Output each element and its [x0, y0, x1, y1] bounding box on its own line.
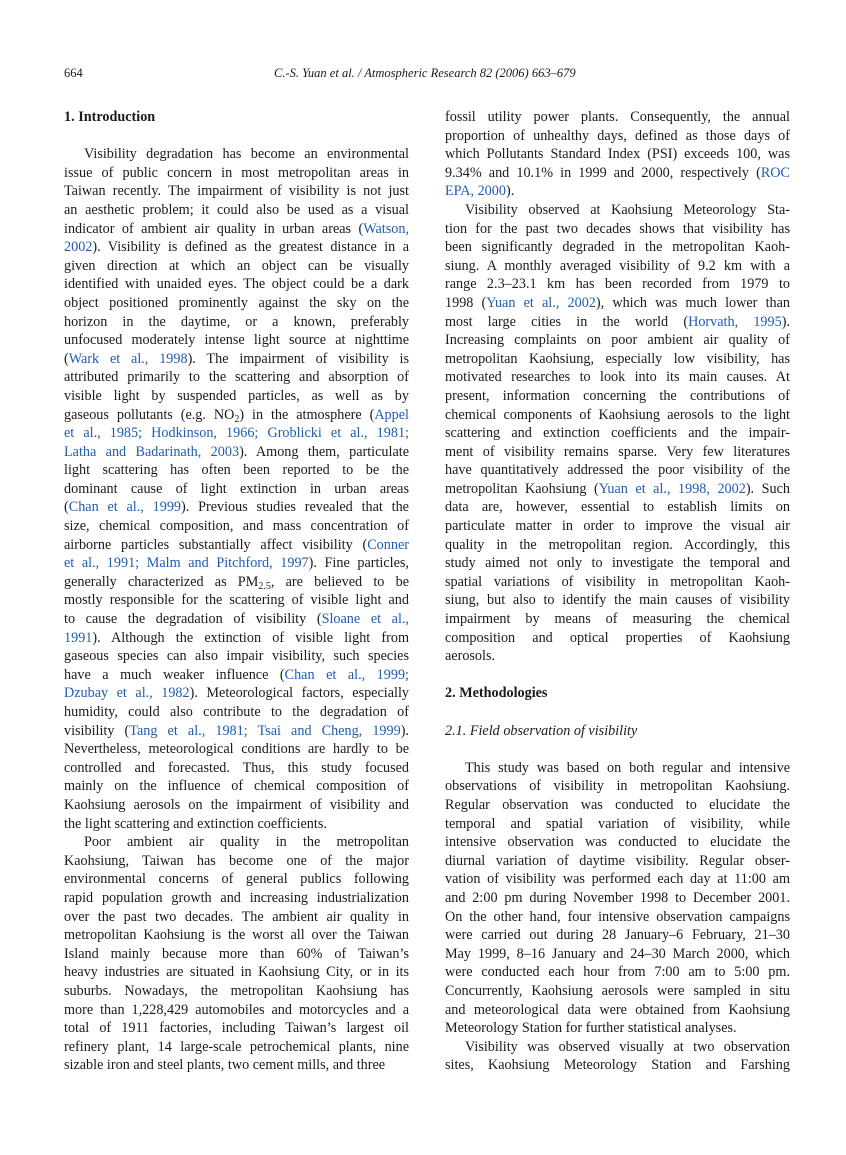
text-run: metropolitan Kaohsiung, especially low visibility, has [445, 350, 790, 367]
text-run: dominant cause of light extinction in urban areas [64, 480, 409, 497]
text-line [445, 1038, 790, 1057]
text-run: ). Meteorological factors, especially [189, 685, 409, 702]
text-line [64, 740, 409, 759]
text-run: present, information concerning the contributions of [445, 387, 790, 404]
text-run: ). Such [745, 480, 790, 497]
text-run: Island mainly because more than 60% of Taiwan’s [64, 945, 409, 962]
left-paragraphs [64, 145, 409, 1075]
text-run: intensive observation was conducted to elucidate the [445, 834, 790, 851]
text-run: ). [781, 313, 790, 330]
text-line [64, 182, 409, 201]
text-run: have a much weaker influence ( [64, 666, 285, 683]
citation-link[interactable]: 1991 [64, 629, 93, 646]
text-run: motivated researches to look into its main causes. At [445, 369, 790, 386]
text-line [445, 759, 790, 778]
text-line [64, 666, 409, 685]
text-run: On the other hand, four intensive observation campaigns [445, 908, 790, 925]
text-run: mostly responsible for the scattering of visible light and [64, 592, 409, 609]
text-run: suburbs. Nowadays, the metropolitan Kaohsiung has [64, 982, 409, 999]
text-run: were conducted each hour from 7:00 am to 5:00 pm. [445, 964, 790, 981]
text-run: indicator of ambient air quality in urban areas ( [64, 220, 364, 237]
text-run: Nevertheless, meteorological conditions are hardly to be [64, 741, 409, 758]
text-line [64, 406, 409, 425]
text-run: ). Fine particles, [308, 555, 409, 572]
text-run: gaseous species can also impair visibility, such species [64, 648, 409, 665]
text-run: ). The impairment of visibility is [187, 350, 409, 367]
text-line [64, 703, 409, 722]
paragraph [64, 145, 409, 833]
text-line [445, 108, 790, 127]
citation-link[interactable]: ROC [760, 164, 790, 181]
spacer [445, 740, 790, 759]
text-run: Meteorology Station for further statistical analyses. [445, 1020, 737, 1037]
text-line [64, 517, 409, 536]
text-line [64, 313, 409, 332]
text-line [64, 368, 409, 387]
text-run: Increasing complaints on poor ambient air quality of [445, 332, 790, 349]
text-run: quality in the metropolitan region. Accordingly, this [445, 536, 790, 553]
text-line [64, 573, 409, 592]
text-line [64, 889, 409, 908]
text-run: ). Although the extinction of visible light from [92, 629, 409, 646]
text-line [445, 777, 790, 796]
text-run: study aimed not only to investigate the temporal and [445, 555, 790, 572]
subscript: 2.5 [258, 580, 271, 592]
text-run: object positioned prominently against the sky on the [64, 294, 409, 311]
text-run: ). Among them, particulate [239, 443, 409, 460]
text-line [445, 257, 790, 276]
text-line [445, 982, 790, 1001]
text-line [64, 201, 409, 220]
text-run: identified with unaided eyes. The object could be a dark [64, 276, 409, 293]
text-run: been significantly degraded in the metropolitan Kaoh- [445, 239, 790, 256]
text-line [445, 815, 790, 834]
text-run: attributed primarily to the scattering and absorption of [64, 369, 409, 386]
text-line [445, 424, 790, 443]
text-line [64, 498, 409, 517]
text-line [445, 182, 790, 201]
text-line [445, 331, 790, 350]
text-run: over the past two decades. The ambient air quality in [64, 908, 409, 925]
text-run: to cause the degradation of visibility ( [64, 611, 322, 628]
text-line [445, 461, 790, 480]
text-line [64, 870, 409, 889]
citation-link[interactable]: Yuan et al., 2002 [486, 294, 596, 311]
text-run: particulate matter in order to improve the visual air [445, 518, 790, 535]
citation-link[interactable]: Chan et al., 1999 [68, 499, 182, 516]
text-run: chemical components of Kaohsiung aerosols to the light [445, 406, 790, 423]
spacer [445, 703, 790, 722]
text-run: Poor ambient air quality in the metropolitan [84, 834, 409, 851]
text-run: fossil utility power plants. Consequently, the annual [445, 109, 790, 125]
text-line [64, 796, 409, 815]
citation-link[interactable]: Latha and Badarinath, 2003 [64, 443, 240, 460]
text-line [445, 1001, 790, 1020]
text-line [64, 759, 409, 778]
text-line [64, 1056, 409, 1075]
text-run: light scattering has often been reported to be the [64, 462, 409, 479]
text-line [64, 294, 409, 313]
text-run: sites, Kaohsiung Meteorology Station and Farshing [445, 1057, 790, 1074]
text-line [445, 1019, 790, 1038]
text-run: Visibility degradation has become an environmental [84, 146, 409, 163]
right-column [445, 108, 790, 1075]
text-run: May 1999, 8–16 January and 24–30 March 2000, which [445, 945, 790, 962]
citation-link[interactable]: Tang et al., 1981; Tsai and Cheng, 1999 [129, 722, 401, 739]
text-run: total of 1911 factories, including Taiwan’s largest oil [64, 1020, 409, 1037]
left-column [64, 108, 409, 1075]
text-line [445, 852, 790, 871]
text-run: ). [400, 722, 409, 739]
text-run: spatial variations of visibility in metropolitan Kaoh- [445, 573, 790, 590]
text-line [445, 368, 790, 387]
text-run: airborne particles substantially affect visibility ( [64, 536, 368, 553]
text-run: which Pollutants Standard Index (PSI) exceeds 100, was [445, 146, 790, 163]
citation-link[interactable]: Chan et al., 1999; [284, 666, 409, 683]
text-run: mainly on the influence of chemical composition of [64, 778, 409, 795]
text-run: ( [64, 499, 69, 516]
text-run: diurnal variation of daytime visibility. Regular obser- [445, 852, 790, 869]
page-number: 664 [64, 66, 83, 80]
text-line [445, 275, 790, 294]
text-run: have quantitatively addressed the poor visibility of the [445, 462, 790, 479]
text-line [445, 1056, 790, 1075]
citation-link[interactable]: Conner [367, 536, 409, 553]
text-line [64, 610, 409, 629]
text-line [445, 629, 790, 648]
text-line [64, 963, 409, 982]
text-line [64, 684, 409, 703]
text-run: horizon in the daytime, or a known, preferably [64, 313, 409, 330]
text-run: scattering and extinction coefficients and the impair- [445, 425, 790, 442]
text-line [64, 554, 409, 573]
text-run: Visibility was observed visually at two observation [465, 1038, 790, 1055]
text-run: most large cities in the world ( [445, 313, 689, 330]
text-run: ( [64, 350, 69, 367]
citation-link[interactable]: Watson, [363, 220, 409, 237]
text-run: gaseous pollutants (e.g. NO [64, 406, 235, 423]
text-line [445, 387, 790, 406]
text-line [64, 647, 409, 666]
text-line [445, 926, 790, 945]
text-run: ) in the atmosphere ( [239, 406, 375, 423]
text-line [445, 238, 790, 257]
text-line [445, 498, 790, 517]
text-line [445, 963, 790, 982]
text-line [64, 443, 409, 462]
text-run: issue of public concern in most metropolitan areas in [64, 164, 409, 181]
text-line [445, 406, 790, 425]
text-line [64, 424, 409, 443]
text-line [64, 164, 409, 183]
text-line [445, 647, 790, 666]
text-run: This study was based on both regular and intensive [465, 759, 790, 776]
text-line [64, 220, 409, 239]
right-paragraphs-after [445, 759, 790, 1075]
text-line [64, 480, 409, 499]
text-run: Kaohsiung, Taiwan has become one of the major [64, 852, 409, 869]
text-line [445, 833, 790, 852]
text-line [445, 443, 790, 462]
text-line [445, 796, 790, 815]
text-line [64, 461, 409, 480]
citation-link[interactable]: Wark et al., 1998 [68, 350, 188, 367]
text-run: ment of visibility remains sparse. Very few literatures [445, 443, 790, 460]
right-paragraphs-before [445, 108, 790, 666]
citation-link[interactable]: et al., 1985; Hodkinson, 1966; Groblicki et al., 1981; [64, 425, 409, 442]
text-run: impairment by means of measuring the chemical [445, 611, 790, 628]
text-run: ), which was much lower than [595, 294, 790, 311]
text-line [64, 536, 409, 555]
paragraph [445, 759, 790, 1038]
paragraph [445, 201, 790, 666]
text-line [64, 722, 409, 741]
citation-link[interactable]: Appel [374, 406, 409, 423]
text-line [64, 257, 409, 276]
citation-link[interactable]: Sloane et al., [321, 611, 410, 628]
paragraph [64, 833, 409, 1075]
text-run: Regular observation was conducted to elucidate the [445, 796, 790, 813]
text-line [64, 815, 409, 834]
text-line [64, 275, 409, 294]
text-run: Taiwan recently. The impairment of visibility is not just [64, 183, 409, 200]
text-line [64, 1019, 409, 1038]
citation-link[interactable]: 2002 [64, 239, 93, 256]
text-line [64, 629, 409, 648]
text-line [445, 945, 790, 964]
text-run: controlled and forecasted. Thus, this study focused [64, 759, 409, 776]
text-line [64, 387, 409, 406]
text-line [64, 238, 409, 257]
text-line [445, 294, 790, 313]
text-run: proportion of unhealthy days, defined as those days of [445, 127, 790, 144]
text-run: siung. A monthly averaged visibility of 9.2 km with a [445, 257, 790, 274]
text-line [445, 573, 790, 592]
text-run: more than 1,228,429 automobiles and motorcycles and a [64, 1001, 409, 1018]
text-line [64, 945, 409, 964]
text-run: , are believed to be [270, 573, 409, 590]
text-line [64, 1038, 409, 1057]
text-run: and 2:00 pm during November 1998 to December 2001. [445, 889, 790, 906]
text-run: and meteorological data were obtained from Kaohsiung [445, 1001, 790, 1018]
text-line [64, 777, 409, 796]
text-run: the light scattering and extinction coefficients. [64, 815, 327, 832]
text-line [64, 852, 409, 871]
text-line [445, 480, 790, 499]
text-line [64, 833, 409, 852]
text-run: metropolitan Kaohsiung is the worst all over the Taiwan [64, 927, 409, 944]
text-run: 9.34% and 10.1% in 1999 and 2000, respectively ( [445, 164, 761, 181]
text-line [445, 610, 790, 629]
text-run: were carried out during 28 January–6 February, 21–30 [445, 927, 790, 944]
text-line [64, 350, 409, 369]
text-line [445, 127, 790, 146]
text-run: 1998 ( [445, 294, 487, 311]
subscript: 2 [234, 413, 240, 425]
text-run: range 2.3–23.1 km has been recorded from 1979 to [445, 276, 790, 293]
text-line [64, 982, 409, 1001]
text-run: tion for the past two decades shows that visibility has [445, 220, 790, 237]
text-line [445, 201, 790, 220]
text-run: environmental concerns of general publics following [64, 871, 409, 888]
text-run: Visibility observed at Kaohsiung Meteorology Sta- [465, 201, 790, 218]
section-heading-introduction: 1. Introduction [64, 109, 156, 125]
text-run: metropolitan Kaohsiung ( [445, 480, 599, 497]
paragraph [445, 1038, 790, 1075]
text-run: heavy industries are situated in Kaohsiung City, or in its [64, 964, 409, 981]
text-run: sizable iron and steel plants, two cement mills, and three [64, 1057, 386, 1074]
text-line [445, 554, 790, 573]
spacer [64, 127, 409, 146]
text-run: data are, however, essential to establish limits on [445, 499, 790, 516]
text-line [64, 331, 409, 350]
text-line [445, 517, 790, 536]
page-header [64, 66, 790, 86]
text-run: an aesthetic problem; it could also be used as a visual [64, 201, 409, 218]
text-line [64, 145, 409, 164]
text-run: observations of visibility in metropolitan Kaohsiung. [445, 778, 790, 795]
subsection-heading-field-observation: 2.1. Field observation of visibility [445, 722, 638, 739]
citation-link[interactable]: Dzubay et al., 1982 [64, 685, 190, 702]
text-line [445, 313, 790, 332]
text-line [64, 908, 409, 927]
citation-link[interactable]: EPA, 2000 [445, 183, 506, 200]
text-line [445, 889, 790, 908]
citation-link[interactable]: Horvath, 1995 [688, 313, 782, 330]
text-line [64, 591, 409, 610]
text-run: generally characterized as PM [64, 573, 259, 590]
text-line [445, 908, 790, 927]
citation-link[interactable]: Yuan et al., 1998, 2002 [598, 480, 746, 497]
text-run: given direction at which an object can be visually [64, 257, 409, 274]
text-run: ). Visibility is defined as the greatest distance in a [92, 239, 409, 256]
text-run: ). Previous studies revealed that the [181, 499, 409, 516]
text-line [445, 164, 790, 183]
text-run: Concurrently, Kaohsiung aerosols were sampled in situ [445, 982, 790, 999]
text-run: size, chemical composition, and mass concentration of [64, 518, 409, 535]
text-run: composition and optical properties of Kaohsiung [445, 629, 790, 646]
text-run: visibility ( [64, 722, 130, 739]
running-head: C.-S. Yuan et al. / Atmospheric Research 82 (2006) 663–679 [274, 66, 576, 80]
text-run: visible light by suspended particles, as well as by [64, 387, 409, 404]
spacer [445, 666, 790, 685]
text-line [445, 220, 790, 239]
citation-link[interactable]: et al., 1991; Malm and Pitchford, 1997 [64, 555, 309, 572]
text-run: refinery plant, 14 large-scale petrochemical plants, nine [64, 1038, 409, 1055]
text-line [445, 350, 790, 369]
text-run: temporal and spatial variation of visibility, while [445, 815, 790, 832]
text-line [445, 145, 790, 164]
text-line [64, 926, 409, 945]
section-heading-methodologies: 2. Methodologies [445, 685, 548, 702]
paragraph [445, 108, 790, 201]
text-line [445, 870, 790, 889]
text-run: humidity, could also contribute to the degradation of [64, 704, 409, 720]
text-run: aerosols. [445, 648, 496, 665]
text-run: ). [505, 183, 515, 200]
text-line [445, 591, 790, 610]
text-line [64, 1001, 409, 1020]
text-line [445, 536, 790, 555]
text-run: Kaohsiung aerosols on the impairment of visibility and [64, 796, 409, 813]
text-run: vation of visibility was performed each day at 11:00 am [445, 871, 790, 888]
text-run: unfocused moderately intense light source at nighttime [64, 332, 409, 349]
text-run: siung, but also to identify the main causes of visibility [445, 592, 790, 609]
text-run: rapid population growth and increasing industrialization [64, 889, 409, 906]
